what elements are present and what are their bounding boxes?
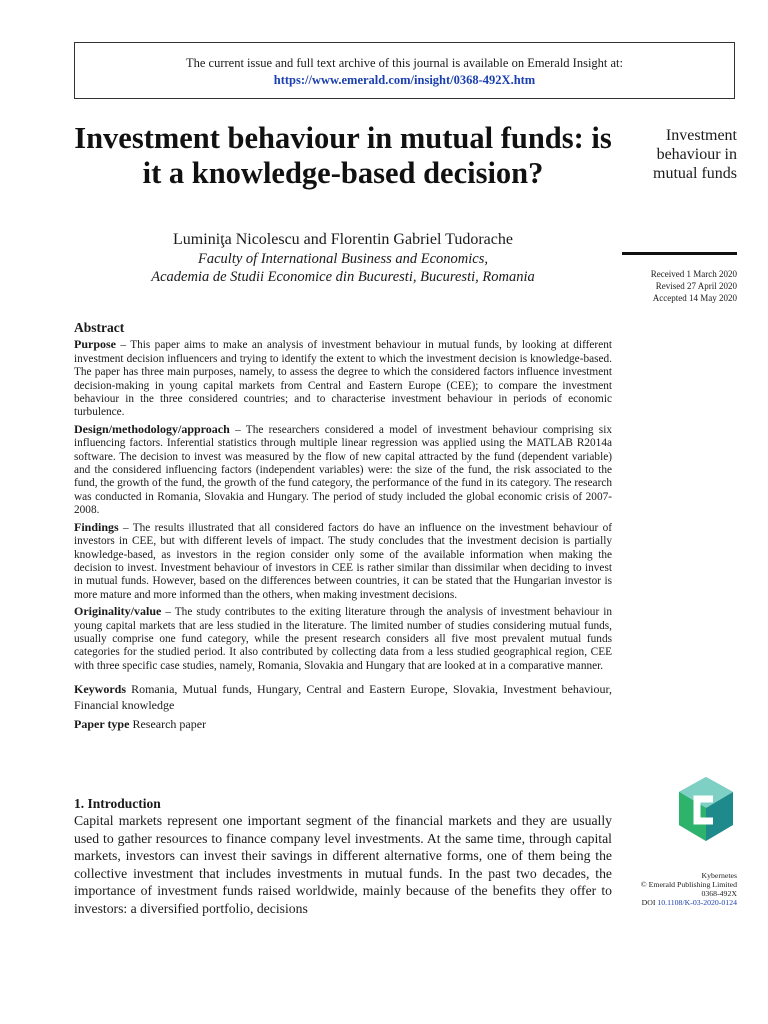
revised-date: Revised 27 April 2020 <box>655 281 737 291</box>
originality-text: – The study contributes to the exiting literature through the analysis of investment behaviour in young capital markets that are less studied in the literature. The limited number of studies considering mutual funds, usually comprise one fund category, while the present research considers all five most prevalent mutual funds categories for the studied period. It also contributed by collecting data from a less studied geographical region, CEE with three specific case studies, namely, Romania, Slovakia and Hungary that are looked at in a comparative manner. <box>74 606 612 672</box>
doi-label: DOI <box>641 898 656 907</box>
accepted-date: Accepted 14 May 2020 <box>652 293 737 303</box>
abstract-originality <box>74 605 612 673</box>
abstract-design <box>74 423 612 518</box>
article-authors: Luminiţa Nicolescu and Florentin Gabriel Tudorache <box>173 231 513 248</box>
introduction-heading: 1. Introduction <box>74 796 161 811</box>
purpose-text: – This paper aims to make an analysis of investment behaviour in mutual funds, by looking at different investment decision influencers and trying to identify the extent to which the investment decision is knowledge-based. The paper has three main purposes, namely, to assess the degree to which the considered factors influence investment decision-making in young capital markets from Central and Eastern Europe (CEE); to compare the investment behaviour in the three considered countries; and to characterise investment behaviour in periods of economic turbulence. <box>74 339 612 419</box>
findings-text: – The results illustrated that all considered factors do have an influence on the investment behaviour of investors in CEE, but with different levels of impact. The study concludes that the investment decision is partially knowledge-based, as investors in the region consider only some of the available information when making the decision to invest. Investment behaviour of investors in CEE is rather similar than dissimilar when deciding to invest in mutual funds. However, based on the differences between countries, it can be stated that the Hungarian investor is more mature and more informed than the others, when making investment decisions. <box>74 521 612 601</box>
journal-name: Kybernetes <box>701 871 737 880</box>
article-dates <box>612 268 737 304</box>
findings-label: Findings <box>74 519 119 534</box>
abstract-purpose <box>74 338 612 419</box>
doi-line <box>612 898 737 907</box>
design-text: – The researchers considered a model of investment behaviour comprising six influencing factors. Inferential statistics through multiple linear regression was applied using the MATLAB R2014a software. The decision to invest was measured by the flow of new capital attracted by the fund (dependent variable) and the considered influencing factors (independent variables) were: the size of the fund, the risk associated to the fund, the growth of the fund, the growth of the fund category, the performance of the fund in its category. The research was conducted in Romania, Slovakia and Hungary. The period of study included the global economic crisis of 2007-2008. <box>74 423 612 517</box>
archive-notice-box <box>74 42 735 99</box>
originality-label: Originality/value <box>74 604 162 619</box>
introduction-section <box>74 812 612 917</box>
paper-type-label: Paper type <box>74 717 130 732</box>
purpose-label: Purpose <box>74 337 116 352</box>
issn: 0368-492X <box>701 889 737 898</box>
keywords-label: Keywords <box>74 682 126 697</box>
design-label: Design/methodology/approach <box>74 421 230 436</box>
journal-url-link[interactable]: https://www.emerald.com/insight/0368-492X.htm <box>273 73 536 87</box>
abstract-section <box>74 321 612 735</box>
received-date: Received 1 March 2020 <box>650 269 737 279</box>
publisher-imprint <box>612 871 737 907</box>
introduction-text: Capital markets represent one important segment of the financial markets and they are usually used to gather resources to finance company level investments. At the same time, through capital markets, investors can invest their savings in different alternative forms, one of them being the collective investment that includes investments in mutual funds. In the past two decades, the importance of investment funds raised worldwide, mainly because of the benefits they offer to investors: a diversified portfolio, decisions <box>74 813 612 916</box>
paper-type <box>74 718 612 731</box>
sidebar-divider <box>622 252 737 255</box>
publisher-name: © Emerald Publishing Limited <box>640 880 737 889</box>
abstract-findings <box>74 521 612 602</box>
author-affiliation <box>74 248 612 286</box>
affiliation-line-1: Faculty of International Business and Economics, <box>198 251 488 267</box>
running-title: Investment behaviour in mutual funds <box>653 127 737 182</box>
article-title: Investment behaviour in mutual funds: is it a knowledge-based decision? <box>74 121 612 190</box>
crossmark-logo-icon[interactable] <box>675 775 737 845</box>
doi-link[interactable]: 10.1108/K-03-2020-0124 <box>657 898 737 907</box>
affiliation-line-2: Academia de Studii Economice din Bucuresti, Bucuresti, Romania <box>151 269 535 285</box>
abstract-heading: Abstract <box>74 320 125 335</box>
archive-notice-text: The current issue and full text archive of this journal is available on Emerald Insight at: <box>185 56 624 70</box>
paper-type-text: Research paper <box>129 717 207 732</box>
keywords <box>74 681 612 713</box>
keywords-text: Romania, Mutual funds, Hungary, Central and Eastern Europe, Slovakia, Investment behaviour, Financial knowledge <box>74 682 612 713</box>
